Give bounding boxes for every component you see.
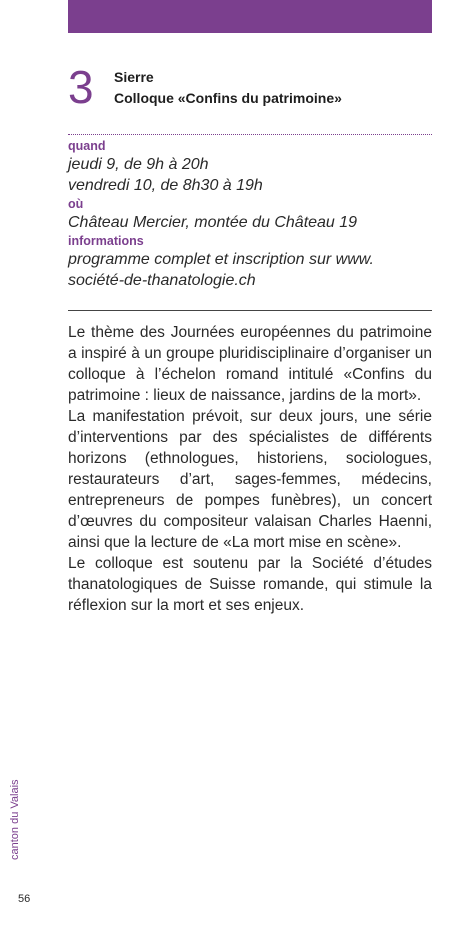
where-line: Château Mercier, montée du Château 19 bbox=[68, 214, 358, 231]
info-line: programme complet et inscription sur www. bbox=[68, 251, 374, 268]
header-divider bbox=[68, 134, 432, 135]
header-color-bar bbox=[68, 0, 432, 33]
description-paragraph: Le colloque est soutenu par la Société d’études thanatologiques de Suisse romande, qui stimule la réflexion sur la mort et ses enjeux. bbox=[68, 555, 432, 614]
where-label: où bbox=[68, 197, 84, 211]
region-label: canton du Valais bbox=[9, 779, 21, 860]
info-divider bbox=[68, 310, 432, 311]
info-label: informations bbox=[68, 234, 144, 248]
event-number: 3 bbox=[68, 61, 94, 113]
when-label: quand bbox=[68, 139, 106, 153]
info-link: société-de-thanatologie.ch bbox=[68, 272, 256, 289]
event-city: Sierre bbox=[114, 69, 154, 85]
event-title: Colloque «Confins du patrimoine» bbox=[114, 90, 342, 106]
event-info bbox=[68, 138, 432, 291]
description-paragraph: La manifestation prévoit, sur deux jours, une série d’interventions par des spécialistes de différents horizons (ethnologues, historiens, sociologues, restaurateurs d’art, sages-femmes, médecins, entrepreneurs de pompes funèbres), un concert d’œuvres du compositeur valaisan Charles Haenni, ainsi que la lecture de «La mort mise en scène». bbox=[68, 408, 432, 551]
description-paragraph: Le thème des Journées européennes du patrimoine a inspiré à un groupe pluridisciplinaire d’organiser un colloque à l’échelon romand intitulé «Confins du patrimoine : lieux de naissance, jardins de la mort». bbox=[68, 324, 432, 404]
page-number: 56 bbox=[18, 893, 31, 905]
when-line: jeudi 9, de 9h à 20h bbox=[68, 156, 209, 173]
description bbox=[68, 322, 432, 616]
when-line: vendredi 10, de 8h30 à 19h bbox=[68, 177, 263, 194]
event-header bbox=[68, 60, 432, 130]
